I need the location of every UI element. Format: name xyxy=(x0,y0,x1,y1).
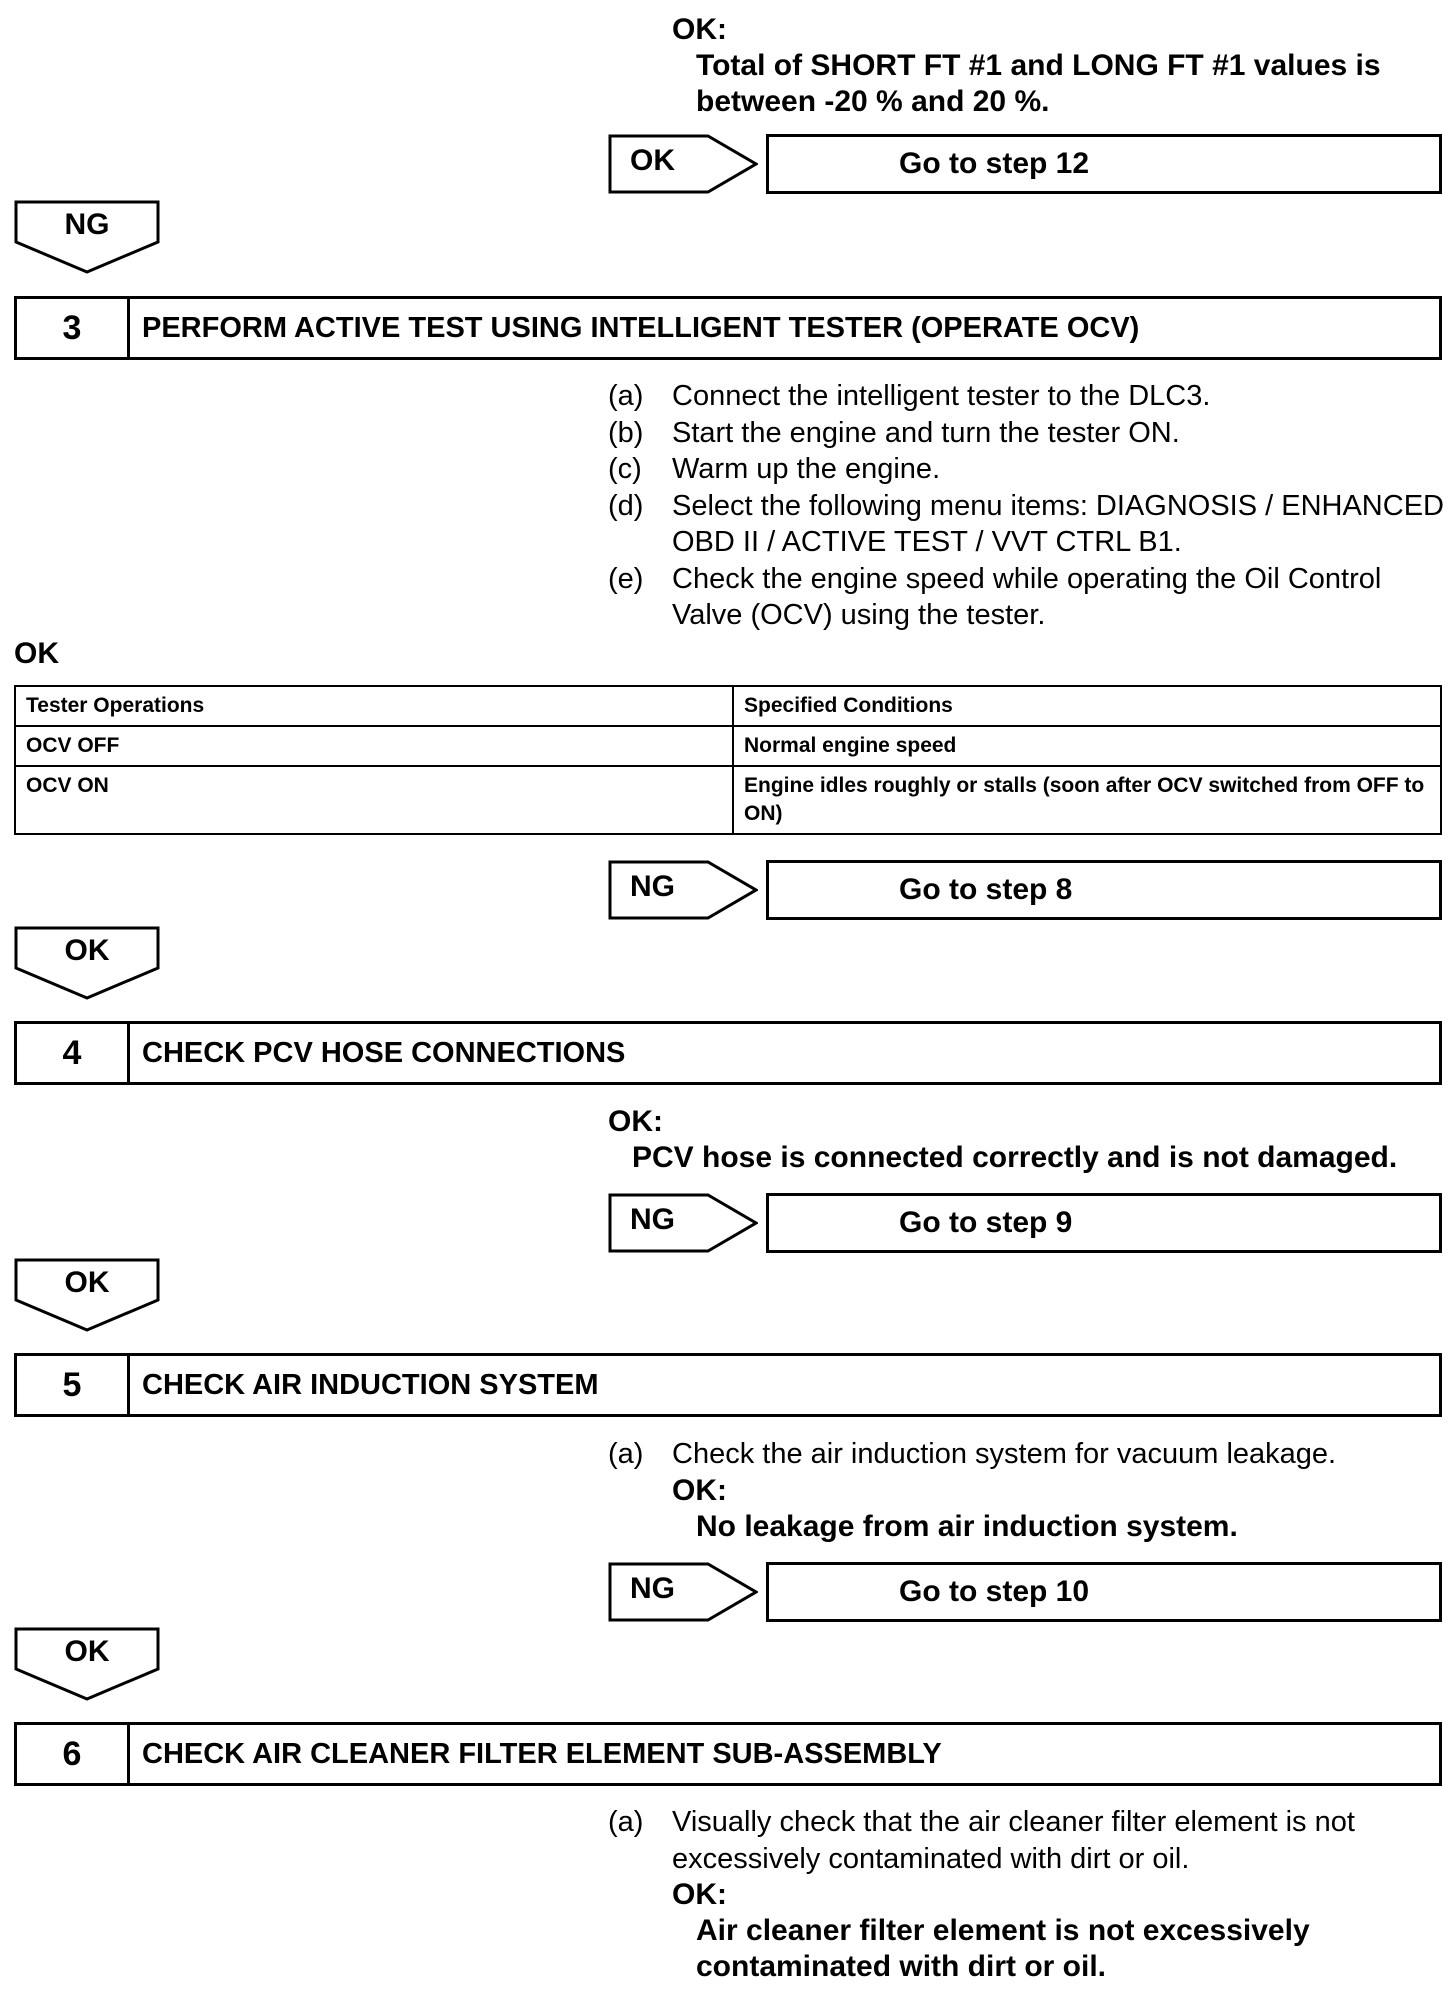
procedure-item: (b) Start the engine and turn the tester ON. xyxy=(608,416,1180,449)
step-title: CHECK PCV HOSE CONNECTIONS xyxy=(142,1036,626,1069)
ng-flow-arrow[interactable] xyxy=(14,200,160,274)
step-3-header xyxy=(14,296,1442,360)
ok-result-arrow[interactable] xyxy=(608,134,758,194)
step-number: 4 xyxy=(17,1024,130,1082)
ok-criteria: Total of SHORT FT #1 and LONG FT #1 values is between -20 % and 20 %. xyxy=(696,49,1381,118)
step-4-header xyxy=(14,1021,1442,1085)
ok-criteria: PCV hose is connected correctly and is not damaged. xyxy=(632,1141,1398,1174)
ng-result-arrow[interactable] xyxy=(608,1562,758,1622)
ok-heading: OK xyxy=(14,637,59,670)
flow-label: OK xyxy=(64,1635,110,1668)
step-title: PERFORM ACTIVE TEST USING INTELLIGENT TESTER (OPERATE OCV) xyxy=(142,311,1140,344)
step-6-procedure xyxy=(608,1804,1448,1877)
table-row xyxy=(15,726,1441,766)
procedure-item: (a) Connect the intelligent tester to the DLC3. xyxy=(608,380,1211,412)
step-number: 6 xyxy=(17,1725,130,1783)
procedure-item: (d) Select the following menu items: DIAGNOSIS / ENHANCED OBD II / ACTIVE TEST / VVT CTRL B1. xyxy=(608,489,1444,558)
table-cell: OCV OFF xyxy=(15,726,733,766)
ok-heading: OK: xyxy=(672,1878,727,1911)
ok-heading: OK: xyxy=(608,1105,663,1138)
procedure-item: (c) Warm up the engine. xyxy=(608,453,941,485)
goto-label: Go to step 12 xyxy=(899,147,1090,180)
goto-label: Go to step 8 xyxy=(899,873,1073,906)
goto-step-12-box[interactable] xyxy=(766,134,1442,194)
step-title: CHECK AIR INDUCTION SYSTEM xyxy=(142,1368,599,1401)
goto-step-10-box[interactable] xyxy=(766,1562,1442,1622)
procedure-item: (e) Check the engine speed while operating the Oil Control Valve (OCV) using the tester. xyxy=(608,562,1382,631)
goto-label: Go to step 9 xyxy=(899,1206,1073,1239)
result-label: NG xyxy=(630,870,675,903)
ok-flow-arrow[interactable] xyxy=(14,1258,160,1332)
table-row xyxy=(15,766,1441,834)
step-number: 3 xyxy=(17,299,130,357)
procedure-item: (a) Visually check that the air cleaner filter element is not excessively contaminated with dirt or oil. xyxy=(608,1806,1355,1875)
ng-result-arrow[interactable] xyxy=(608,860,758,920)
step-number: 5 xyxy=(17,1356,130,1414)
ok-criteria: No leakage from air induction system. xyxy=(696,1510,1238,1543)
result-label: NG xyxy=(630,1203,675,1236)
spec-table xyxy=(14,685,1442,835)
step-3-procedure xyxy=(608,378,1448,634)
goto-step-8-box[interactable] xyxy=(766,860,1442,920)
step-6-header xyxy=(14,1722,1442,1786)
step-5-procedure xyxy=(608,1436,1448,1473)
step-5-header xyxy=(14,1353,1442,1417)
result-label: OK xyxy=(630,144,675,177)
flow-label: OK xyxy=(64,934,110,967)
table-cell: Engine idles roughly or stalls (soon after OCV switched from OFF to ON) xyxy=(733,766,1441,834)
table-header-row xyxy=(15,686,1441,726)
goto-label: Go to step 10 xyxy=(899,1575,1090,1608)
ok-heading: OK: xyxy=(672,1474,727,1507)
ok-criteria: Air cleaner filter element is not excessively contaminated with dirt or oil. xyxy=(696,1914,1310,1983)
procedure-item: (a) Check the air induction system for vacuum leakage. xyxy=(608,1438,1337,1470)
table-cell: OCV ON xyxy=(15,766,733,834)
flow-label: OK xyxy=(64,1266,110,1299)
table-cell: Normal engine speed xyxy=(733,726,1441,766)
flow-label: NG xyxy=(64,208,110,241)
ok-heading: OK: xyxy=(672,13,727,46)
table-header: Specified Conditions xyxy=(733,686,1441,726)
ok-flow-arrow[interactable] xyxy=(14,1627,160,1701)
step-title: CHECK AIR CLEANER FILTER ELEMENT SUB-ASSEMBLY xyxy=(142,1737,942,1770)
ok-flow-arrow[interactable] xyxy=(14,926,160,1000)
result-label: NG xyxy=(630,1572,675,1605)
ng-result-arrow[interactable] xyxy=(608,1193,758,1253)
goto-step-9-box[interactable] xyxy=(766,1193,1442,1253)
table-header: Tester Operations xyxy=(15,686,733,726)
